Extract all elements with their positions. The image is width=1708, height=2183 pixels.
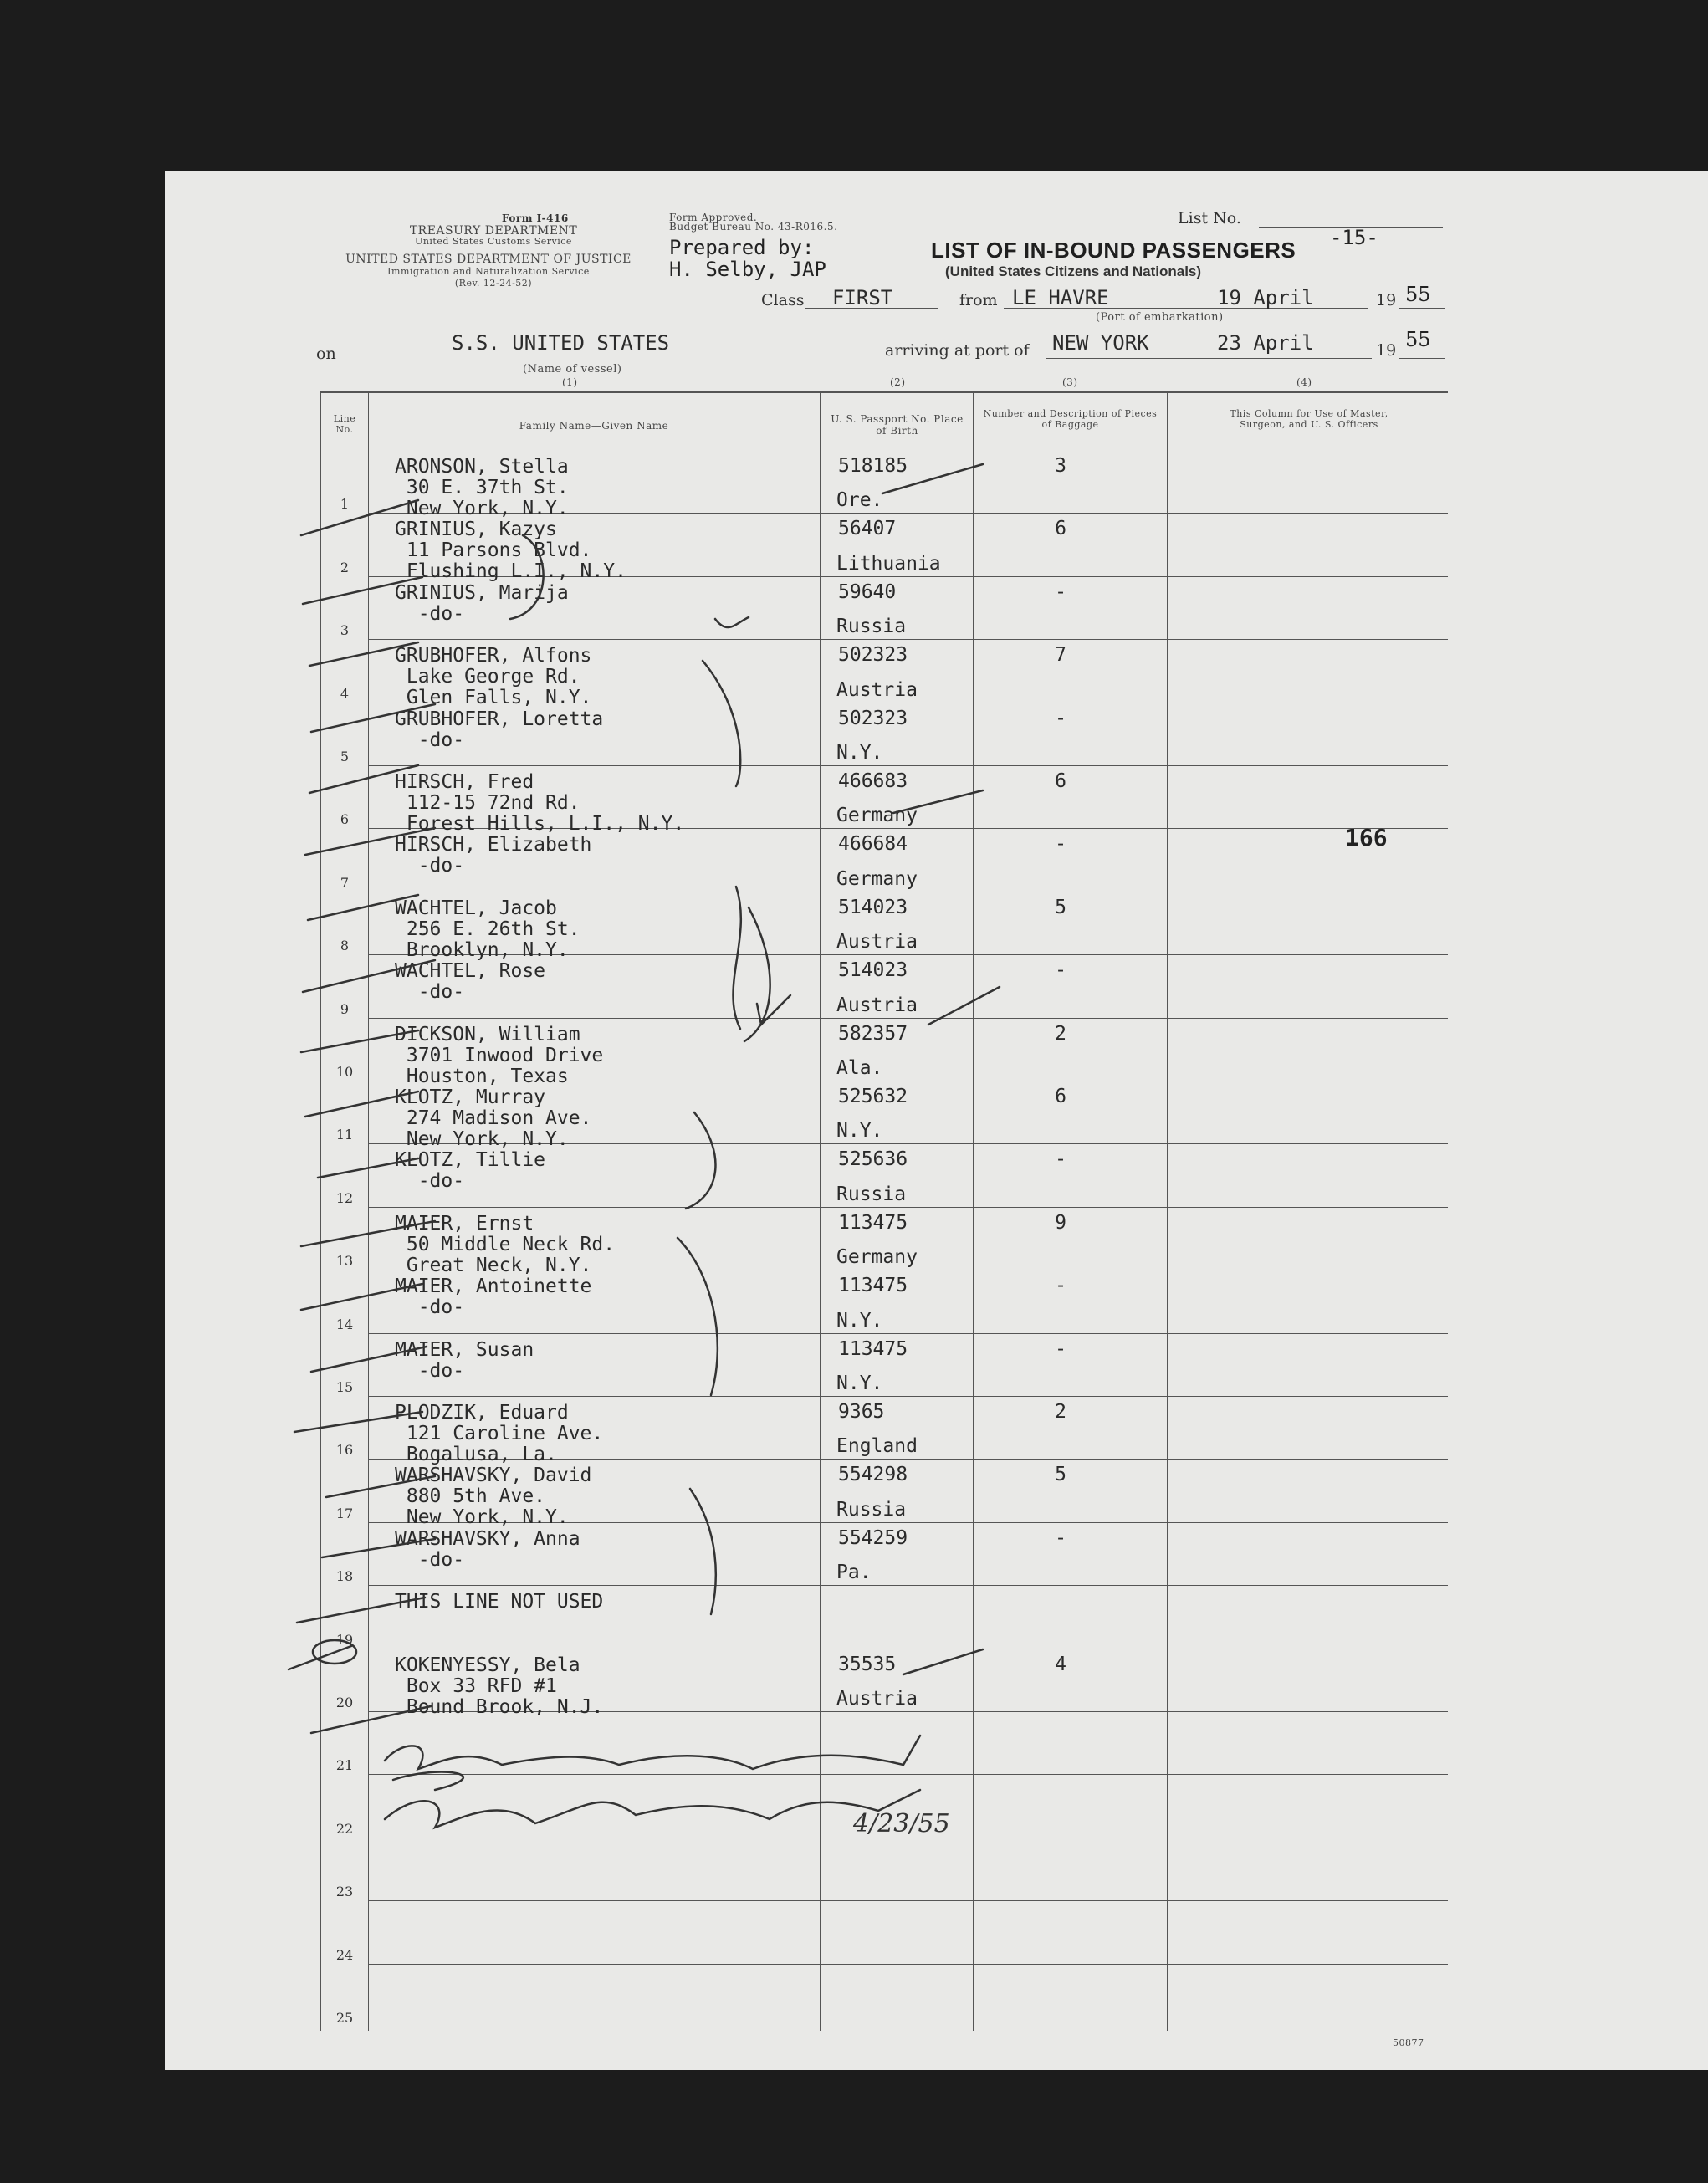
place-of-birth: Russia (836, 616, 907, 638)
line-number: 12 (335, 1189, 354, 1206)
dept-justice-sub: Immigration and Naturalization Service (387, 266, 590, 277)
line-number: 2 (340, 559, 350, 575)
check-mark (326, 1476, 435, 1497)
passenger-name: GRINIUS, Kazys 11 Parsons Blvd. Flushing L.I., N.Y. (395, 519, 626, 583)
line-number: 17 (335, 1505, 354, 1521)
line-number: 19 (335, 1631, 354, 1648)
passenger-name: KLOTZ, Tillie -do- (395, 1149, 546, 1193)
baggage-count: - (1055, 1526, 1066, 1549)
line-number: 21 (335, 1757, 354, 1774)
line-number: 24 (335, 1946, 354, 1963)
footer-code: 50877 (1393, 2037, 1424, 2048)
bracket (744, 907, 770, 1041)
check-mark (311, 704, 435, 732)
check-mark (297, 1598, 425, 1623)
passport-number: 59640 (838, 580, 897, 603)
dept-treasury: TREASURY DEPARTMENT (409, 224, 578, 238)
signature-line-1 (385, 1736, 920, 1769)
passport-number: 525632 (838, 1086, 908, 1107)
line-number: 14 (335, 1316, 354, 1332)
baggage-count: 2 (1055, 1401, 1066, 1423)
check-mark (308, 895, 418, 920)
form-approved: Form Approved. (669, 212, 758, 223)
passport-check (893, 790, 983, 813)
baggage-count: 4 (1055, 1653, 1066, 1675)
document-subtitle: (United States Citizens and Nationals) (945, 263, 1202, 279)
line-number: 13 (335, 1253, 354, 1270)
signature-date: 4/23/55 (853, 1809, 950, 1838)
bracket (733, 887, 740, 1029)
line-number: 4 (340, 685, 350, 702)
embark-year: 55 (1405, 283, 1431, 306)
header-line-no: Line No. (333, 413, 356, 435)
place-of-birth: Russia (836, 1498, 907, 1521)
baggage-count: - (1055, 833, 1066, 856)
header-baggage: Number and Description of Pieces of Baggage (983, 408, 1158, 430)
check-mark (311, 1347, 427, 1372)
passenger-name: GRUBHOFER, Alfons Lake George Rd. Glen Falls, N.Y. (395, 645, 592, 709)
baggage-count: 6 (1055, 518, 1066, 540)
check-mark (301, 500, 418, 535)
place-of-birth: Austria (836, 931, 918, 953)
baggage-count: - (1055, 959, 1066, 982)
passport-number: 56407 (838, 518, 897, 540)
line-number: 5 (340, 749, 350, 764)
line-number: 3 (340, 622, 350, 639)
line-number: 25 (335, 2010, 354, 2026)
place-of-birth: Ala. (836, 1057, 883, 1079)
port-embarkation: LE HAVRE (1012, 286, 1109, 309)
check-mark (301, 1221, 435, 1246)
header-family-name: Family Name—Given Name (519, 420, 669, 432)
bracket (690, 1489, 716, 1614)
place-of-birth: N.Y. (836, 742, 883, 764)
baggage-count: 5 (1055, 896, 1066, 918)
passenger-name: MAIER, Antoinette -do- (395, 1276, 592, 1319)
check-mark (318, 1158, 418, 1178)
list-no-value: -15- (1330, 226, 1378, 249)
passenger-name: KLOTZ, Murray 274 Madison Ave. New York, N.Y. (395, 1086, 592, 1150)
passenger-name: DICKSON, William 3701 Inwood Drive Houston, Texas (395, 1023, 604, 1087)
embark-date: 19 April (1217, 286, 1314, 309)
baggage-count: 6 (1055, 1086, 1066, 1107)
line-number: 16 (335, 1442, 354, 1459)
place-of-birth: England (836, 1435, 918, 1458)
passenger-name: WARSHAVSKY, David 880 5th Ave. New York, N.Y. (395, 1465, 592, 1529)
line-number: 8 (340, 938, 350, 954)
baggage-count: - (1055, 1337, 1066, 1360)
check-mark (301, 1030, 418, 1052)
passenger-name: MAIER, Susan -do- (395, 1338, 534, 1382)
passenger-name: GRUBHOFER, Loretta -do- (395, 708, 604, 751)
passport-number: 554298 (838, 1464, 908, 1486)
budget-bureau: Budget Bureau No. 43-R016.5. (669, 221, 838, 233)
place-of-birth: Ore. (836, 489, 883, 512)
baggage-count: 6 (1055, 770, 1066, 792)
on-label: on (316, 345, 336, 363)
check-mark (289, 1646, 351, 1669)
passport-number: 113475 (838, 1275, 908, 1297)
arrival-year-prefix: 19 (1376, 341, 1397, 360)
place-of-birth: Pa. (836, 1562, 872, 1584)
check-mark (303, 960, 435, 992)
passenger-name: HIRSCH, Fred 112-15 72nd Rd. Forest Hills, L.I., N.Y. (395, 771, 685, 835)
vessel-name: S.S. UNITED STATES (452, 331, 670, 355)
form-revision: (Rev. 12-24-52) (454, 278, 533, 289)
line-number: 11 (335, 1127, 354, 1143)
bracket (703, 661, 740, 786)
passport-number: 525636 (838, 1148, 908, 1171)
bracket (678, 1238, 718, 1395)
dept-justice: UNITED STATES DEPARTMENT OF JUSTICE (345, 253, 632, 266)
stamp-number: 166 (1345, 824, 1388, 851)
port-embark-caption: (Port of embarkation) (1096, 311, 1224, 324)
passenger-name: ARONSON, Stella 30 E. 37th St. New York, N.Y. (395, 456, 569, 519)
passport-number: 514023 (838, 959, 908, 982)
passport-number: 466683 (838, 770, 908, 792)
passport-check (882, 464, 983, 493)
from-label: from (959, 291, 998, 309)
place-of-birth: Germany (836, 1246, 918, 1269)
class-value: FIRST (832, 286, 893, 309)
column-number-3: (3) (1062, 376, 1078, 388)
header-passport: U. S. Passport No. Place of Birth (831, 413, 964, 437)
place-of-birth: Russia (836, 1183, 907, 1205)
class-label: Class (761, 291, 805, 309)
column-number-1: (1) (562, 376, 578, 388)
bracket (510, 535, 544, 619)
dept-treasury-sub: United States Customs Service (415, 236, 572, 247)
baggage-count: - (1055, 1148, 1066, 1171)
port-arrival: NEW YORK (1052, 331, 1149, 355)
passport-number: 554259 (838, 1526, 908, 1549)
arrival-date: 23 April (1217, 331, 1314, 355)
place-of-birth: Germany (836, 867, 918, 890)
line-number: 1 (340, 496, 350, 513)
passport-number: 9365 (838, 1401, 885, 1423)
passenger-name: WARSHAVSKY, Anna -do- (395, 1527, 580, 1571)
passport-number: 518185 (838, 455, 908, 477)
check-mark (305, 1092, 418, 1117)
check-mark (305, 828, 435, 855)
passport-number: 113475 (838, 1337, 908, 1360)
place-of-birth: N.Y. (836, 1373, 883, 1394)
passenger-name: WACHTEL, Jacob 256 E. 26th St. Brooklyn, N.Y. (395, 897, 580, 961)
bracket (686, 1112, 715, 1209)
line-number: 9 (340, 1000, 350, 1017)
vessel-caption: (Name of vessel) (523, 363, 622, 376)
check-mark (322, 1539, 435, 1557)
column-number-2: (2) (890, 376, 906, 388)
document-title: LIST OF IN-BOUND PASSENGERS (931, 238, 1296, 263)
passenger-name: MAIER, Ernst 50 Middle Neck Rd. Great Neck, N.Y. (395, 1212, 616, 1276)
place-of-birth: Lithuania (836, 552, 941, 575)
line-number: 15 (335, 1379, 354, 1395)
baggage-count: 2 (1055, 1022, 1066, 1045)
check-mark (309, 642, 418, 666)
check-mark (303, 577, 422, 604)
prepared-label: Prepared by: (669, 236, 815, 259)
passport-number: 582357 (838, 1022, 908, 1045)
embark-year-prefix: 19 (1376, 291, 1397, 309)
baggage-count: - (1055, 580, 1066, 603)
check-mark (294, 1412, 422, 1432)
check-mark (309, 765, 418, 793)
line-number: 22 (335, 1820, 354, 1837)
check-mark (311, 1706, 431, 1733)
line-number: 23 (335, 1884, 354, 1900)
line-number: 6 (340, 811, 350, 828)
passport-check (903, 1649, 983, 1674)
place-of-birth: Austria (836, 994, 918, 1016)
header-officers: This Column for Use of Master, Surgeon, and U. S. Officers (1230, 408, 1388, 430)
passenger-name: KOKENYESSY, Bela Box 33 RFD #1 Bound Brook, N.J. (395, 1654, 604, 1718)
place-of-birth: N.Y. (836, 1120, 883, 1143)
passport-check (928, 987, 1000, 1025)
place-of-birth: Germany (836, 805, 918, 827)
place-of-birth: Austria (836, 1688, 918, 1710)
line-number: 20 (335, 1695, 354, 1710)
baggage-count: - (1055, 707, 1066, 729)
place-of-birth: N.Y. (836, 1309, 883, 1332)
arrival-year: 55 (1405, 328, 1431, 351)
line-number: 10 (335, 1064, 354, 1080)
passenger-name: WACHTEL, Rose -do- (395, 960, 546, 1004)
baggage-count: - (1055, 1275, 1066, 1297)
place-of-birth: Austria (836, 678, 918, 701)
column-number-4: (4) (1296, 376, 1312, 388)
line-number: 7 (340, 874, 350, 891)
passenger-name: PLODZIK, Eduard 121 Caroline Ave. Bogalusa, La. (395, 1402, 604, 1465)
form-number: Form I-416 (502, 212, 569, 224)
signature-line-2 (385, 1772, 920, 1828)
list-no-label: List No. (1178, 209, 1241, 228)
passenger-name: THIS LINE NOT USED (395, 1591, 604, 1613)
tick (715, 617, 749, 627)
baggage-count: 9 (1055, 1211, 1066, 1234)
arriving-label: arriving at port of (885, 341, 1030, 360)
prepared-by: H. Selby, JAP (669, 258, 826, 281)
passenger-name: HIRSCH, Elizabeth -do- (395, 834, 592, 877)
passenger-name: GRINIUS, Marija -do- (395, 581, 569, 625)
passport-number: 514023 (838, 896, 908, 918)
passport-number: 502323 (838, 707, 908, 729)
baggage-count: 3 (1055, 455, 1066, 477)
passport-number: 35535 (838, 1653, 897, 1675)
passport-number: 466684 (838, 833, 908, 856)
check-mark (301, 1284, 422, 1310)
baggage-count: 5 (1055, 1464, 1066, 1486)
baggage-count: 7 (1055, 644, 1066, 667)
passport-number: 113475 (838, 1211, 908, 1234)
passport-number: 502323 (838, 644, 908, 667)
line-number: 18 (335, 1568, 354, 1585)
